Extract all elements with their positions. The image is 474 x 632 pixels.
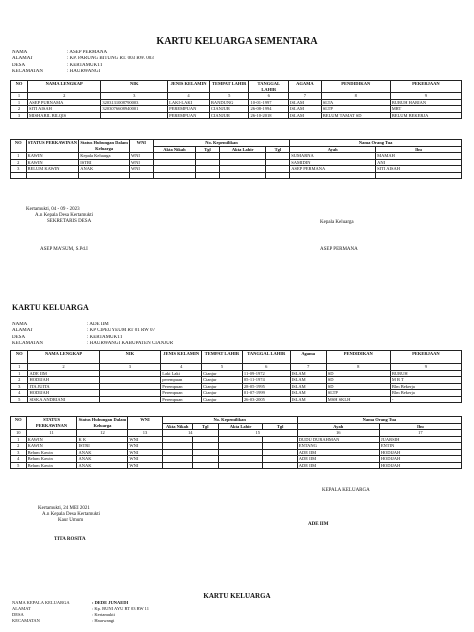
table-cell: 5 (11, 462, 27, 469)
doc3-info (12, 600, 149, 624)
table-cell: WNI (128, 436, 162, 443)
col-number: 1 (11, 364, 28, 371)
table-cell: 2 (11, 443, 27, 450)
table-cell: WNI (128, 449, 162, 456)
table-cell: MISHABIL BILQIS (27, 112, 100, 119)
info-label: DESA (12, 62, 26, 68)
info-label: KECAMATAN (12, 340, 43, 346)
col-number: 12 (77, 430, 128, 437)
col-header: WNI (128, 417, 162, 430)
info-value: : ADE IIM (87, 322, 109, 327)
col-header: JENIS KELAMIN (161, 351, 202, 364)
table-cell: 1 (11, 99, 28, 106)
table-cell (192, 462, 218, 469)
table-cell: SLTP (321, 106, 390, 113)
col-number: 2 (27, 93, 100, 100)
table-body (11, 370, 462, 403)
table-cell: 3 (11, 449, 27, 456)
table-cell: PEREMPUAN (168, 112, 210, 119)
table-cell: Perempuan (161, 383, 202, 390)
table-cell: - (390, 396, 461, 403)
table-cell: 2 (11, 159, 27, 166)
doc1-head-label: Kepala Keluarga (320, 220, 354, 225)
col-number: 9 (390, 93, 461, 100)
col-header: TANGGAL LAHIR (249, 81, 289, 93)
doc2-an-label: A.n Kepala Desa Kertamukti (42, 512, 101, 517)
doc1-info (12, 50, 154, 75)
table-cell: Laki Laki (161, 370, 202, 377)
table-cell: ANAK (77, 449, 128, 456)
table-cell: Cianjur (202, 377, 243, 384)
table-cell: MRT (390, 106, 461, 113)
table-cell: 26-03-2005 (242, 396, 290, 403)
table-cell: ADE IIM (297, 456, 379, 463)
info-value: : KP. PARUNG BITUNG RT. 003 RW. 003 (67, 56, 154, 62)
table-cell: 1 (11, 436, 27, 443)
table-cell: ITA JUITA (28, 383, 99, 390)
table-cell: M R T (390, 377, 461, 384)
table-cell: WNI (128, 443, 162, 450)
col-subheader: Akta Nikah (153, 146, 195, 153)
col-number: 14 (162, 430, 218, 437)
col-header: AGAMA (289, 81, 322, 93)
table-cell: ISLAM (290, 383, 326, 390)
col-number: 17 (379, 430, 461, 437)
table-cell: KAWIN (26, 443, 77, 450)
table-cell: 4 (11, 390, 28, 397)
table-cell: SAMIDIN (290, 159, 376, 166)
table-cell: 4 (11, 456, 27, 463)
doc2-signer-left: TITA ROSITA (54, 537, 86, 542)
table-cell: Cianjur (202, 390, 243, 397)
table-cell: ANAK (77, 462, 128, 469)
table-cell: 05-11-1974 (242, 377, 290, 384)
col-header: No. Kepemilikan (162, 417, 297, 424)
info-label: KECAMATAN (12, 68, 43, 74)
table-cell: ISTRI (79, 159, 130, 166)
table-cell: CIANJUR (209, 106, 249, 113)
col-subheader: Akta Lahir (219, 146, 266, 153)
table-cell: WNI (129, 166, 153, 173)
table-cell: ADE IIM (297, 449, 379, 456)
table-cell: SLTP (326, 390, 390, 397)
table-row (11, 396, 462, 403)
col-subheader: Tgl (266, 146, 290, 153)
table-cell: BELUM TAMAT SD (321, 112, 390, 119)
table-cell: ISLAM (290, 396, 326, 403)
info-value: : KERTAMUKTI (87, 334, 122, 340)
table-cell: 3203131008790003 (101, 99, 168, 106)
table-cell: SD (326, 383, 390, 390)
col-number: 11 (26, 430, 77, 437)
table-cell: ASEP PURNAMA (27, 99, 100, 106)
table-cell: Perempuan (161, 390, 202, 397)
col-header: PEKERJAAN (390, 81, 461, 93)
col-header: No. Kepemilikan (153, 140, 290, 147)
info-value: : Kertamukti (92, 612, 115, 617)
table-cell: BURUH (390, 370, 461, 377)
col-subheader: Ibu (379, 423, 461, 430)
col-header: TEMPAT LAHIR (202, 351, 243, 364)
table-cell: ADE IIM (28, 370, 99, 377)
doc1-title: KARTU KELUARGA SEMENTARA (156, 36, 318, 47)
info-label: ALAMAT (12, 606, 31, 611)
table-cell: JUARSIH (379, 436, 461, 443)
col-subheader: Ayah (297, 423, 379, 430)
col-subheader: Tgl (263, 423, 297, 430)
col-subheader: Ibu (376, 146, 462, 153)
col-header: JENIS KELAMIN (168, 81, 210, 93)
doc2-kaur: Kaur Umum (58, 518, 84, 523)
table-cell: ISLAM (290, 390, 326, 397)
table-cell: perempuan (161, 377, 202, 384)
info-label: NAMA (12, 50, 28, 55)
doc1-signer-left: ASEP MA'SUM, S.Pd.I (40, 247, 88, 252)
col-header: PENDIDIKAN (321, 81, 390, 93)
col-number: 1 (11, 93, 28, 100)
col-number: 7 (290, 364, 326, 371)
table-cell: Blm Bekerja (390, 390, 461, 397)
table-cell: 1 (11, 370, 28, 377)
table-cell: WNI (128, 456, 162, 463)
table-cell: SITI AISAH (376, 166, 462, 173)
col-number: 10 (11, 430, 27, 437)
doc1-secretary: SEKRETARIS DESA (47, 219, 92, 224)
table-cell: ISLAM (290, 370, 326, 377)
col-subheader: Akta Lahir (218, 423, 263, 430)
col-number: 8 (321, 93, 390, 100)
info-label: KECAMATAN (12, 618, 40, 623)
table-cell (263, 462, 297, 469)
doc2-title: KARTU KELUARGA (12, 303, 89, 312)
table-cell: WNI (129, 153, 153, 160)
col-header: Status Hubungan Dalam Keluarga (78, 417, 127, 428)
table-cell: 11-09-1972 (242, 370, 290, 377)
table-cell: K K (77, 436, 128, 443)
table-cell: SUMARNA (290, 153, 376, 160)
table-cell: SD (326, 377, 390, 384)
info-label: ALAMAT (12, 56, 33, 62)
doc1-an-label: A.n Kepala Desa Kertamukti (35, 213, 94, 218)
table-cell (101, 112, 168, 119)
table-cell: Belum Kawin (26, 462, 77, 469)
table-cell: CIANJUR (209, 112, 249, 119)
col-number: 5 (202, 364, 243, 371)
col-number: 7 (289, 93, 322, 100)
info-value: : ASEP PERMANA (67, 50, 108, 55)
info-value: : Kp. BUNI AYU RT 03 RW 11 (92, 606, 149, 611)
col-number: 8 (326, 364, 390, 371)
col-header: WNI (129, 140, 153, 153)
doc2-signer-right: ADE IIM (308, 522, 329, 527)
col-header: PEKERJAAN (390, 351, 461, 364)
table-cell: ISLAM (290, 377, 326, 384)
table-cell: 2 (11, 377, 28, 384)
col-number: 3 (99, 364, 161, 371)
col-header: NIK (101, 81, 168, 93)
col-header: Nama Orang Tua (290, 140, 462, 147)
table-body (11, 436, 462, 469)
table-cell: ISLAM (289, 99, 322, 106)
col-header: STATUS PERKAWINAN (26, 417, 77, 430)
table-cell: ANI (376, 159, 462, 166)
col-header: STATUS PERKAWINAN (26, 140, 79, 153)
info-label: NAMA (12, 322, 28, 327)
table-cell (99, 396, 161, 403)
col-header: Status Hubungan Dalam Keluarga (80, 140, 128, 151)
table-cell: 2 (11, 106, 28, 113)
col-subheader: Akta Nikah (162, 423, 192, 430)
table-body (11, 153, 462, 173)
col-number: 4 (161, 364, 202, 371)
col-number: 5 (209, 93, 249, 100)
table-cell: 26-08-1994 (249, 106, 289, 113)
table-cell: BANDUNG (209, 99, 249, 106)
col-header: Nama Orang Tua (297, 417, 461, 424)
table-cell: 28-05-1995 (242, 383, 290, 390)
doc2-info (12, 322, 173, 347)
table-cell: 3203076608940001 (101, 106, 168, 113)
col-header: TANGGAL LAHIR (242, 351, 290, 364)
table-cell: KAWIN (26, 153, 79, 160)
doc2-head-label: KEPALA KELUARGA (322, 488, 370, 493)
table-cell: 3 (11, 383, 28, 390)
table-cell: SD (326, 370, 390, 377)
table-cell: ISLAM (289, 112, 322, 119)
table-cell (162, 462, 192, 469)
table-cell: 10-01-1997 (249, 99, 289, 106)
table-body (11, 99, 462, 119)
doc2-place-date: Kertamukti, 24 MEI 2021 (38, 506, 90, 511)
table-cell: MSH SKLH (326, 396, 390, 403)
table-cell: BELUM KAWIN (26, 166, 79, 173)
table-cell: ADE IIM (297, 462, 379, 469)
col-number: 2 (28, 364, 99, 371)
doc3-title: KARTU KELUARGA (203, 592, 271, 600)
col-number: 6 (249, 93, 289, 100)
table-cell: HODIJAH (379, 462, 461, 469)
col-header: Agama (290, 351, 326, 364)
table-cell: WNI (129, 159, 153, 166)
table-cell: HODIJAH (379, 456, 461, 463)
table-cell: WNI (128, 462, 162, 469)
table-cell: BELUM BEKERJA (390, 112, 461, 119)
table-cell: 3 (11, 166, 27, 173)
col-header: NO (11, 140, 27, 153)
doc1-place-date: Kertamukti, 04 - 09 - 2023 (26, 207, 80, 212)
table-cell: MAMAH (376, 153, 462, 160)
col-subheader: Tgl (192, 423, 218, 430)
doc2-members-table (10, 350, 462, 403)
table-cell: Kepala Keluarga (79, 153, 130, 160)
table-cell: 1 (11, 153, 27, 160)
info-label: DESA (12, 612, 24, 617)
info-label: NAMA KEPALA KELUARGA (12, 600, 70, 605)
table-cell: 5 (11, 396, 28, 403)
table-cell: ANAK (79, 166, 130, 173)
table-cell: DUDU DURAHMAN (297, 436, 379, 443)
table-cell: ISTRI (77, 443, 128, 450)
info-value: : KP CIPEUYEUM RT 01 RW 07 (87, 328, 155, 334)
table-cell (218, 462, 263, 469)
col-subheader: Tgl (196, 146, 220, 153)
col-number: 9 (390, 364, 461, 371)
info-value: : HAURWANGI (67, 68, 101, 74)
col-header: NAMA LENGKAP (28, 351, 99, 364)
table-cell: 3 (11, 112, 28, 119)
info-value: : KERTAMUKTI (67, 62, 102, 68)
table-cell: KAWIN (26, 159, 79, 166)
doc1-signer-right: ASEP PERMANA (320, 247, 358, 252)
col-header: TEMPAT LAHIR (209, 81, 249, 93)
col-header: NO (11, 417, 27, 430)
col-number: 6 (242, 364, 290, 371)
table-cell: SLTA (321, 99, 390, 106)
table-cell: SISKA ANDRIANI (28, 396, 99, 403)
table-cell: Belum Kawin (26, 456, 77, 463)
doc1-status-table (10, 139, 462, 179)
table-cell: 01-07-1999 (242, 390, 290, 397)
table-cell: Cianjur (202, 370, 243, 377)
col-number: 13 (128, 430, 162, 437)
info-value: : HAURWANGI KABUPATEN CIANJUR (87, 340, 174, 346)
table-row (11, 112, 462, 119)
info-label: DESA (12, 334, 26, 340)
table-cell: HODIJAH (28, 377, 99, 384)
col-header: NAMA LENGKAP (27, 81, 100, 93)
table-cell: PEREMPUAN (168, 106, 210, 113)
doc2-status-table (10, 416, 462, 469)
table-cell: ISLAM (289, 106, 322, 113)
table-cell: ENTANG (297, 443, 379, 450)
table-row (11, 462, 462, 469)
table-cell: 26-10-2018 (249, 112, 289, 119)
table-cell: LAKI-LAKI (168, 99, 210, 106)
table-cell: Blm Bekerja (390, 383, 461, 390)
table-cell: HODIJAH (379, 449, 461, 456)
doc1-members-table (10, 80, 462, 119)
table-cell: BURUH HARIAN (390, 99, 461, 106)
table-cell: Cianjur (202, 383, 243, 390)
table-cell: Perempuan (161, 396, 202, 403)
col-header: NO (11, 81, 28, 93)
col-subheader: Ayah (290, 146, 376, 153)
table-cell: ENTIN (379, 443, 461, 450)
table-cell: ANAK (77, 456, 128, 463)
col-number: 16 (297, 430, 379, 437)
info-label: ALAMAT (12, 328, 33, 334)
col-number: 3 (101, 93, 168, 100)
col-number: 15 (218, 430, 297, 437)
col-number: 4 (168, 93, 210, 100)
col-header: NO (11, 351, 28, 364)
col-header: NIK (99, 351, 161, 364)
table-cell: HODIJAH (28, 390, 99, 397)
info-value: : Haurwangi (92, 618, 115, 623)
table-cell: Belum Kawin (26, 449, 77, 456)
table-cell: Cianjur (202, 396, 243, 403)
table-cell: KAWIN (26, 436, 77, 443)
col-header: PENDIDIKAN (326, 351, 390, 364)
table-cell: ASEP PERMANA (290, 166, 376, 173)
table-cell: SITI AISAH (27, 106, 100, 113)
info-value: : DEDE JUNAEDI (92, 600, 129, 605)
